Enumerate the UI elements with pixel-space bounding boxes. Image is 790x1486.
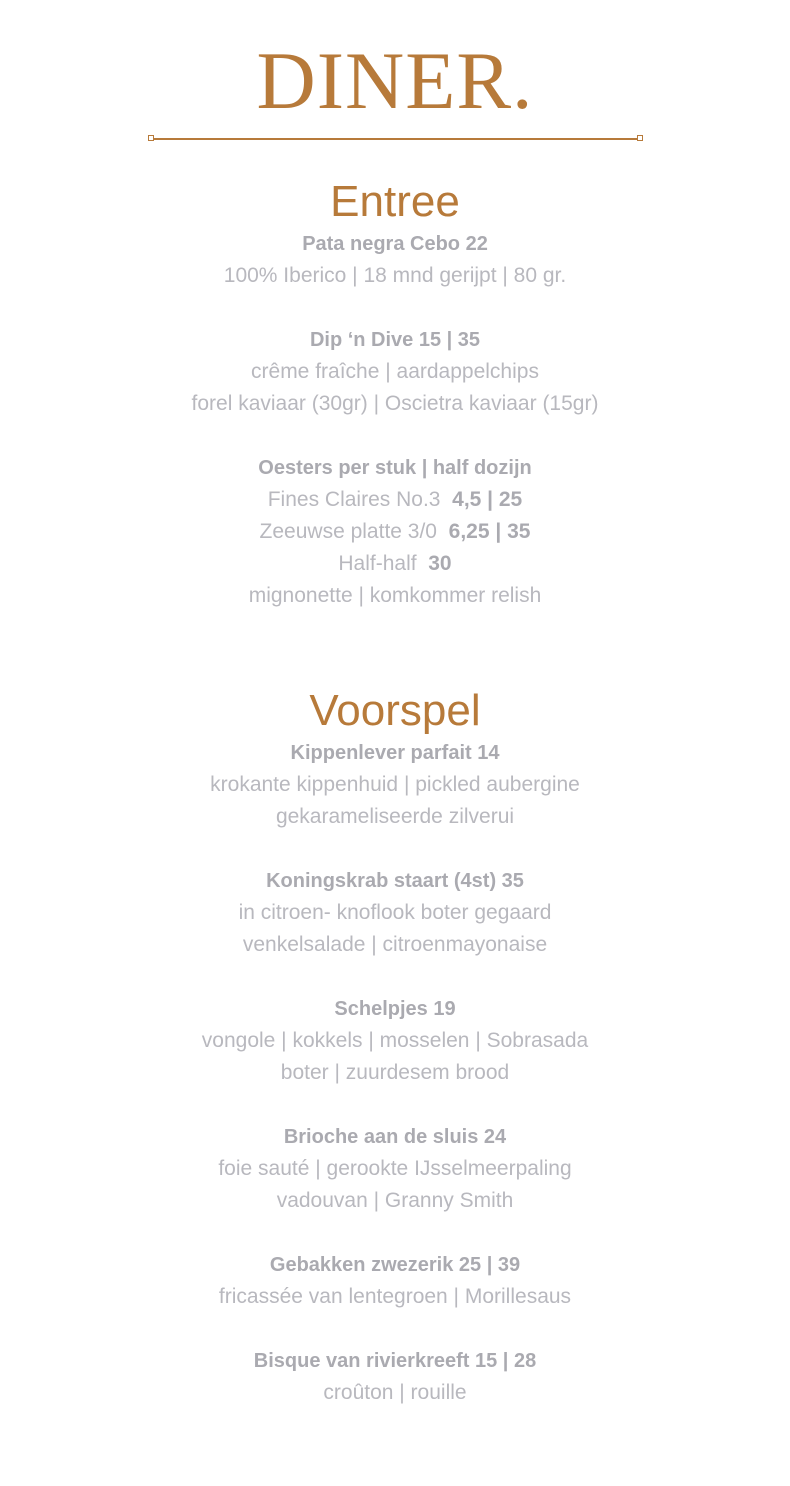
item-description: venkelsalade | citroenmayonaise — [242, 933, 548, 956]
menu-item — [0, 993, 790, 1089]
item-description: fricassée van lentegroen | Morillesaus — [218, 1285, 572, 1308]
item-name: Oesters per stuk | half dozijn — [258, 457, 532, 479]
item-description: mignonette | komkommer relish — [248, 584, 542, 607]
title-divider — [150, 138, 642, 140]
item-name: Schelpjes 19 — [334, 998, 456, 1020]
divider-end-right — [637, 135, 643, 141]
priced-line — [0, 548, 790, 580]
variant-price: 6,25 | 35 — [448, 520, 531, 543]
item-description: forel kaviaar (30gr) | Oscietra kaviaar (15gr) — [191, 392, 599, 415]
priced-line — [0, 516, 790, 548]
menu-item — [0, 865, 790, 961]
divider-end-left — [148, 135, 154, 141]
menu-item — [0, 1249, 790, 1313]
section-heading-entree: Entree — [330, 177, 460, 226]
menu-item — [0, 1345, 790, 1409]
item-description: 100% Iberico | 18 mnd gerijpt | 80 gr. — [223, 264, 567, 287]
variant-price: 4,5 | 25 — [452, 488, 523, 511]
item-name: Pata negra Cebo 22 — [302, 233, 488, 255]
variant-label: Fines Claires No.3 — [267, 488, 441, 511]
item-description: krokante kippenhuid | pickled aubergine — [210, 773, 580, 796]
section-heading-voorspel: Voorspel — [309, 686, 481, 735]
variant-label: Zeeuwse platte 3/0 — [259, 520, 437, 543]
item-name: Koningskrab staart (4st) 35 — [266, 870, 524, 892]
menu-item — [0, 324, 790, 420]
item-description: vadouvan | Granny Smith — [276, 1189, 514, 1212]
priced-line — [0, 484, 790, 516]
item-description: crême fraîche | aardappelchips — [251, 360, 539, 383]
section-entree — [0, 176, 790, 612]
variant-price: 30 — [428, 552, 452, 575]
section-voorspel — [0, 685, 790, 1409]
item-name: Brioche aan de sluis 24 — [283, 1126, 507, 1148]
menu-item — [0, 452, 790, 612]
menu-item — [0, 1121, 790, 1217]
menu-title: DINER. — [256, 35, 534, 126]
menu-item — [0, 737, 790, 833]
item-description: in citroen- knoflook boter gegaard — [238, 901, 552, 924]
item-name: Dip ‘n Dive 15 | 35 — [309, 329, 481, 351]
item-description: gekarameliseerde zilverui — [275, 805, 515, 828]
item-description: foie sauté | gerookte IJsselmeerpaling — [218, 1157, 572, 1180]
item-description: croûton | rouille — [323, 1381, 467, 1404]
item-name: Gebakken zwezerik 25 | 39 — [269, 1254, 521, 1276]
item-description: vongole | kokkels | mosselen | Sobrasada — [201, 1029, 589, 1052]
item-name: Bisque van rivierkreeft 15 | 28 — [253, 1350, 537, 1372]
variant-label: Half-half — [338, 552, 417, 575]
item-description: boter | zuurdesem brood — [280, 1061, 510, 1084]
item-name: Kippenlever parfait 14 — [290, 742, 500, 764]
menu-item — [0, 228, 790, 292]
